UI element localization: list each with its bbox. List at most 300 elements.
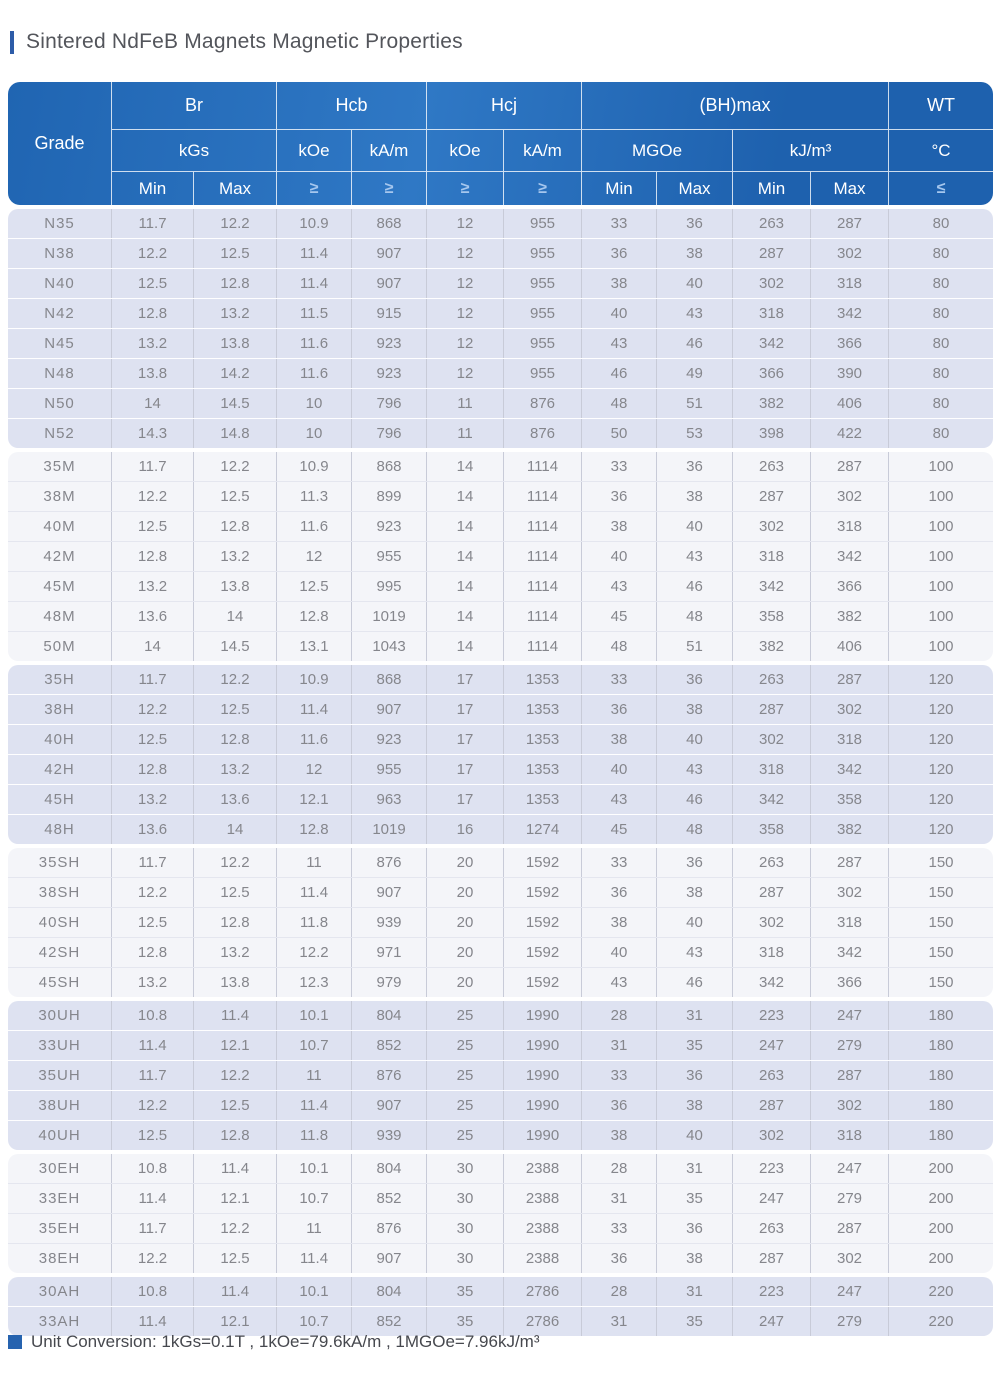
value-cell: 150 [928,884,954,901]
value-cell: 38 [657,1091,733,1120]
value-cell: 80 [932,275,950,292]
value-cell: 366 [811,329,889,358]
value-cell: 14 [427,632,504,661]
value-cell: 12.2 [112,878,194,907]
value-cell: 12.2 [194,209,277,238]
value-cell: 14 [427,542,504,571]
value-cell: 14 [427,512,504,541]
value-cell: 287 [733,482,811,511]
value-cell: 263 [733,1061,811,1090]
table-header [8,82,993,205]
value-cell: 979 [352,968,427,997]
value-cell: 150 [928,914,954,931]
table-row-38SH [8,877,993,907]
grade-cell: N40 [8,269,112,298]
header-br: Br [112,82,277,130]
value-cell: 907 [352,1244,427,1273]
value-cell: 955 [504,359,582,388]
value-cell: 36 [657,848,733,877]
value-cell: 11.7 [112,209,194,238]
value-cell: 36 [582,1091,657,1120]
value-cell: 804 [352,1277,427,1306]
value-cell: 43 [657,542,733,571]
value-cell: 46 [657,572,733,601]
value-cell: 48 [582,632,657,661]
value-cell: 10.8 [112,1277,194,1306]
value-cell: 20 [427,908,504,937]
value-cell: 382 [811,815,889,844]
value-cell: 2388 [504,1214,582,1243]
grade-cell: 40SH [8,908,112,937]
header-mgoe: MGOe [582,130,733,172]
header-hcj: Hcj [427,82,582,130]
value-cell: 279 [811,1184,889,1213]
value-cell: 12.5 [194,239,277,268]
value-cell: 13.2 [194,542,277,571]
grade-cell: 45H [8,785,112,814]
value-cell: 13.2 [112,968,194,997]
value-cell: 923 [352,725,427,754]
value-cell: 28 [582,1277,657,1306]
grade-cell: N52 [8,419,112,448]
table-row-N40 [8,268,993,298]
value-cell: 1592 [504,968,582,997]
value-cell: 11.5 [277,299,352,328]
value-cell: 11.4 [194,1277,277,1306]
value-cell: 17 [427,755,504,784]
value-cell: 10.1 [277,1277,352,1306]
value-cell: 38 [657,695,733,724]
value-cell: 14.3 [112,419,194,448]
value-cell: 25 [427,1121,504,1150]
value-cell: 11.3 [277,482,352,511]
value-cell: 16 [427,815,504,844]
value-cell: 302 [733,908,811,937]
grade-cell: N42 [8,299,112,328]
header-gte-icon: ≥ [504,172,582,205]
grade-cell: N48 [8,359,112,388]
value-cell: 45 [582,815,657,844]
value-cell: 2388 [504,1154,582,1183]
value-cell: 11.6 [277,512,352,541]
value-cell: 13.8 [194,329,277,358]
value-cell: 120 [928,671,954,688]
grade-cell: 30AH [8,1277,112,1306]
value-cell: 223 [733,1277,811,1306]
value-cell: 876 [504,419,582,448]
grade-cell: 50M [8,632,112,661]
value-cell: 13.6 [112,815,194,844]
grade-block [8,1001,993,1150]
value-cell: 12.5 [194,878,277,907]
header-hcb-kam: kA/m [352,130,427,172]
value-cell: 12.2 [277,938,352,967]
value-cell: 12.5 [194,695,277,724]
value-cell: 302 [811,482,889,511]
value-cell: 915 [352,299,427,328]
value-cell: 150 [928,854,954,871]
table-row-38H [8,694,993,724]
table-row-40UH [8,1120,993,1150]
value-cell: 12.5 [112,512,194,541]
value-cell: 12.2 [112,482,194,511]
value-cell: 2786 [504,1277,582,1306]
value-cell: 48 [657,602,733,631]
value-cell: 247 [811,1154,889,1183]
value-cell: 12.8 [112,938,194,967]
value-cell: 36 [582,1244,657,1273]
value-cell: 11 [427,389,504,418]
value-cell: 12.3 [277,968,352,997]
value-cell: 38 [582,1121,657,1150]
value-cell: 36 [657,1214,733,1243]
value-cell: 12.8 [112,542,194,571]
value-cell: 923 [352,329,427,358]
value-cell: 180 [928,1127,954,1144]
value-cell: 10.9 [277,665,352,694]
value-cell: 2786 [504,1307,582,1336]
value-cell: 11.4 [277,695,352,724]
value-cell: 1274 [504,815,582,844]
table-row-40SH [8,907,993,937]
value-cell: 200 [928,1220,954,1237]
value-cell: 11.7 [112,452,194,481]
header-kgs: kGs [112,130,277,172]
value-cell: 11.4 [112,1307,194,1336]
table-row-42H [8,754,993,784]
value-cell: 220 [928,1283,954,1300]
value-cell: 13.2 [112,329,194,358]
grade-cell: 42M [8,542,112,571]
value-cell: 13.6 [194,785,277,814]
value-cell: 80 [932,425,950,442]
table-row-N50 [8,388,993,418]
value-cell: 247 [733,1031,811,1060]
value-cell: 11.7 [112,665,194,694]
header-gte-icon: ≥ [352,172,427,205]
value-cell: 247 [733,1184,811,1213]
value-cell: 302 [733,512,811,541]
value-cell: 358 [811,785,889,814]
value-cell: 120 [928,701,954,718]
table-row-48M [8,601,993,631]
value-cell: 53 [657,419,733,448]
value-cell: 40 [582,755,657,784]
value-cell: 1353 [504,755,582,784]
value-cell: 11.4 [194,1001,277,1030]
value-cell: 46 [657,785,733,814]
value-cell: 939 [352,908,427,937]
value-cell: 796 [352,389,427,418]
value-cell: 100 [928,548,954,565]
value-cell: 907 [352,695,427,724]
value-cell: 1114 [504,602,582,631]
value-cell: 804 [352,1001,427,1030]
grade-block [8,1154,993,1273]
value-cell: 36 [582,695,657,724]
value-cell: 12 [427,209,504,238]
value-cell: 10.8 [112,1154,194,1183]
value-cell: 20 [427,968,504,997]
value-cell: 38 [657,1244,733,1273]
value-cell: 25 [427,1061,504,1090]
value-cell: 12.8 [194,269,277,298]
value-cell: 12 [277,755,352,784]
value-cell: 287 [811,209,889,238]
grade-cell: N45 [8,329,112,358]
value-cell: 11.4 [194,1154,277,1183]
value-cell: 12 [427,269,504,298]
value-cell: 899 [352,482,427,511]
value-cell: 11.6 [277,725,352,754]
value-cell: 36 [657,209,733,238]
value-cell: 382 [733,389,811,418]
value-cell: 907 [352,239,427,268]
value-cell: 1353 [504,695,582,724]
value-cell: 1592 [504,938,582,967]
value-cell: 43 [657,299,733,328]
grade-cell: 38H [8,695,112,724]
grade-cell: 45M [8,572,112,601]
value-cell: 11 [277,848,352,877]
value-cell: 1990 [504,1121,582,1150]
value-cell: 1114 [504,542,582,571]
value-cell: 120 [928,821,954,838]
value-cell: 1114 [504,632,582,661]
value-cell: 1043 [352,632,427,661]
value-cell: 390 [811,359,889,388]
value-cell: 263 [733,209,811,238]
value-cell: 11.8 [277,1121,352,1150]
grade-cell: 30UH [8,1001,112,1030]
table-row-30AH [8,1277,993,1306]
value-cell: 12.2 [194,848,277,877]
table-row-33UH [8,1030,993,1060]
value-cell: 14 [194,815,277,844]
value-cell: 876 [352,848,427,877]
value-cell: 14 [112,389,194,418]
table-row-42M [8,541,993,571]
value-cell: 398 [733,419,811,448]
value-cell: 120 [928,761,954,778]
value-cell: 48 [657,815,733,844]
value-cell: 20 [427,848,504,877]
value-cell: 12.2 [112,1091,194,1120]
grade-cell: 30EH [8,1154,112,1183]
value-cell: 10.1 [277,1154,352,1183]
value-cell: 36 [582,239,657,268]
value-cell: 287 [733,239,811,268]
table-row-N52 [8,418,993,448]
grade-cell: 35M [8,452,112,481]
table-row-N38 [8,238,993,268]
grade-cell: 40H [8,725,112,754]
value-cell: 80 [932,365,950,382]
value-cell: 12.5 [277,572,352,601]
value-cell: 180 [928,1007,954,1024]
value-cell: 43 [582,329,657,358]
grade-block [8,452,993,661]
value-cell: 358 [733,815,811,844]
header-gte-icon: ≥ [427,172,504,205]
value-cell: 40 [657,1121,733,1150]
value-cell: 11.7 [112,848,194,877]
header-kjm3: kJ/m³ [733,130,889,172]
value-cell: 200 [928,1250,954,1267]
value-cell: 1114 [504,482,582,511]
header-hcb-koe: kOe [277,130,352,172]
value-cell: 1353 [504,785,582,814]
value-cell: 46 [657,329,733,358]
value-cell: 263 [733,1214,811,1243]
value-cell: 14.5 [194,389,277,418]
value-cell: 10 [277,389,352,418]
value-cell: 223 [733,1154,811,1183]
title-accent-bar [10,31,14,54]
value-cell: 955 [504,209,582,238]
value-cell: 1592 [504,878,582,907]
value-cell: 11.4 [277,878,352,907]
value-cell: 10.7 [277,1184,352,1213]
value-cell: 342 [733,572,811,601]
grade-cell: 38M [8,482,112,511]
value-cell: 2388 [504,1184,582,1213]
value-cell: 11.6 [277,359,352,388]
value-cell: 51 [657,389,733,418]
value-cell: 12.8 [277,602,352,631]
header-hcj-kam: kA/m [504,130,582,172]
value-cell: 804 [352,1154,427,1183]
grade-cell: 42SH [8,938,112,967]
value-cell: 11.4 [112,1031,194,1060]
table-row-30UH [8,1001,993,1030]
value-cell: 10.9 [277,452,352,481]
value-cell: 11.7 [112,1061,194,1090]
grade-cell: 33AH [8,1307,112,1336]
value-cell: 10.9 [277,209,352,238]
value-cell: 28 [582,1154,657,1183]
value-cell: 43 [582,968,657,997]
value-cell: 302 [811,695,889,724]
grade-cell: 38EH [8,1244,112,1273]
value-cell: 100 [928,638,954,655]
value-cell: 287 [733,1091,811,1120]
value-cell: 33 [582,1061,657,1090]
value-cell: 12.5 [112,908,194,937]
value-cell: 342 [733,785,811,814]
value-cell: 342 [811,755,889,784]
value-cell: 852 [352,1184,427,1213]
value-cell: 12.2 [194,452,277,481]
value-cell: 302 [811,239,889,268]
value-cell: 31 [657,1001,733,1030]
grade-cell: 48M [8,602,112,631]
value-cell: 287 [811,1214,889,1243]
value-cell: 33 [582,452,657,481]
grade-cell: 38UH [8,1091,112,1120]
value-cell: 38 [582,908,657,937]
header-wt: WT [889,82,993,130]
value-cell: 318 [811,908,889,937]
value-cell: 358 [733,602,811,631]
value-cell: 120 [928,731,954,748]
grade-block [8,1277,993,1336]
grade-cell: N38 [8,239,112,268]
grade-cell: 35SH [8,848,112,877]
value-cell: 17 [427,695,504,724]
value-cell: 51 [657,632,733,661]
value-cell: 279 [811,1031,889,1060]
value-cell: 923 [352,512,427,541]
value-cell: 247 [811,1001,889,1030]
value-cell: 876 [504,389,582,418]
value-cell: 12.8 [277,815,352,844]
value-cell: 100 [928,518,954,535]
table-row-33EH [8,1183,993,1213]
value-cell: 342 [811,938,889,967]
value-cell: 100 [928,608,954,625]
unit-conversion-note [8,1332,540,1352]
value-cell: 318 [811,725,889,754]
value-cell: 852 [352,1031,427,1060]
header-kjm3-max: Max [811,172,889,205]
value-cell: 12.1 [194,1184,277,1213]
value-cell: 14 [427,452,504,481]
value-cell: 50 [582,419,657,448]
page-title: Sintered NdFeB Magnets Magnetic Properties [26,30,463,53]
value-cell: 25 [427,1031,504,1060]
value-cell: 28 [582,1001,657,1030]
value-cell: 1353 [504,725,582,754]
value-cell: 11 [277,1061,352,1090]
value-cell: 11 [277,1214,352,1243]
value-cell: 13.2 [112,572,194,601]
value-cell: 38 [657,482,733,511]
value-cell: 366 [811,968,889,997]
value-cell: 876 [352,1061,427,1090]
value-cell: 14.8 [194,419,277,448]
value-cell: 12.2 [194,665,277,694]
value-cell: 10.1 [277,1001,352,1030]
value-cell: 80 [932,245,950,262]
grade-cell: 33EH [8,1184,112,1213]
value-cell: 200 [928,1160,954,1177]
value-cell: 14 [427,482,504,511]
grade-cell: 35UH [8,1061,112,1090]
value-cell: 907 [352,269,427,298]
value-cell: 342 [811,542,889,571]
table-row-50M [8,631,993,661]
value-cell: 35 [657,1031,733,1060]
value-cell: 1353 [504,665,582,694]
value-cell: 150 [928,974,954,991]
table-row-40H [8,724,993,754]
value-cell: 10.8 [112,1001,194,1030]
value-cell: 20 [427,878,504,907]
value-cell: 30 [427,1184,504,1213]
value-cell: 17 [427,665,504,694]
value-cell: 14 [427,602,504,631]
value-cell: 247 [811,1277,889,1306]
note-text: Unit Conversion: 1kGs=0.1T , 1kOe=79.6kA/m , 1MGOe=7.96kJ/m³ [31,1332,540,1351]
value-cell: 318 [733,299,811,328]
value-cell: 100 [928,458,954,475]
value-cell: 1114 [504,572,582,601]
grade-cell: N35 [8,209,112,238]
table-row-35M [8,452,993,481]
value-cell: 12 [277,542,352,571]
value-cell: 43 [582,785,657,814]
